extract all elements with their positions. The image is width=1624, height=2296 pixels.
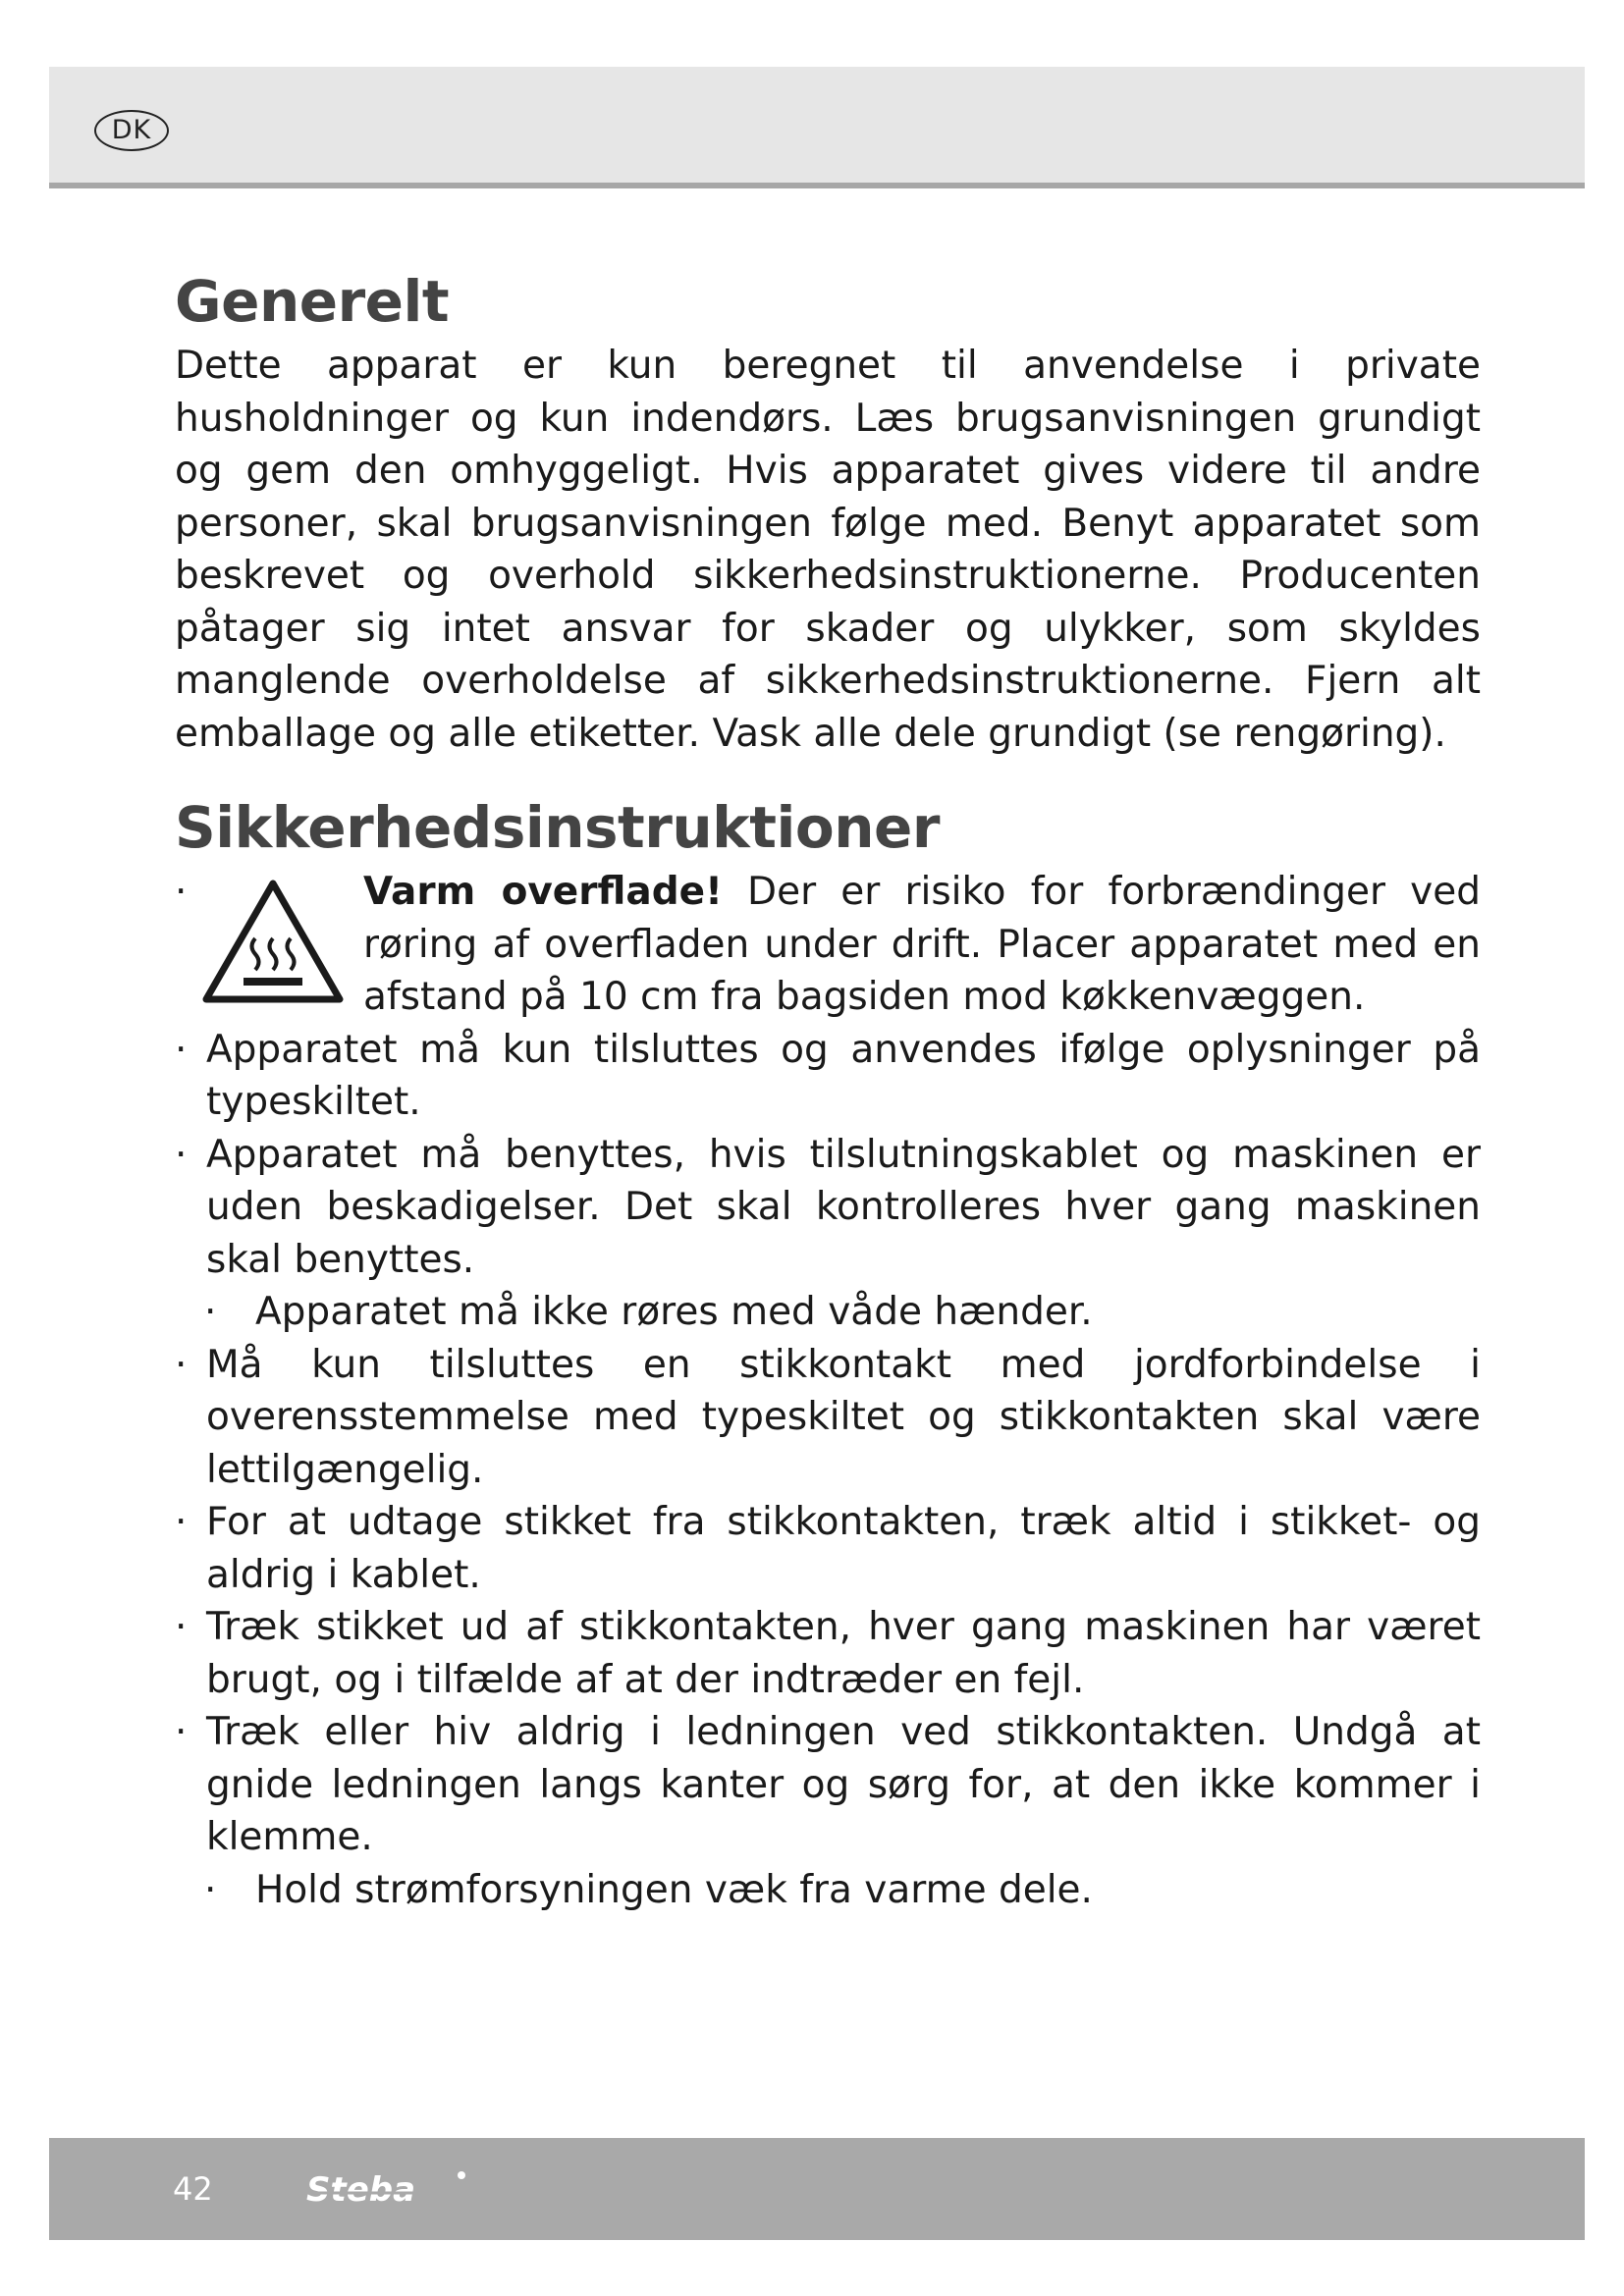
list-item <box>175 1706 1481 1864</box>
bullet: · <box>175 870 188 914</box>
bullet: · <box>175 1342 188 1387</box>
bullet: · <box>204 1867 217 1912</box>
list-item-text: Apparatet må kun tilsluttes og anvendes ifølge oplysninger på typeskiltet. <box>206 1027 1481 1124</box>
bullet: · <box>175 1132 188 1177</box>
list-item <box>175 1024 1481 1129</box>
list-item <box>175 1864 1481 1917</box>
list-item-text: Apparatet må benyttes, hvis tilslutningskablet og maskinen er uden beskadigelser. Det skal kontrolleres hver gang maskinen skal benyttes. <box>206 1132 1481 1282</box>
list-item-text: For at udtage stikket fra stikkontakten, træk altid i stikket- og aldrig i kablet. <box>206 1500 1481 1597</box>
list-item <box>175 1601 1481 1706</box>
list-item-text: Hold strømforsyningen væk fra varme dele. <box>255 1867 1093 1912</box>
hot-surface-warning-icon <box>200 878 346 1005</box>
brand-logo <box>306 2165 473 2213</box>
safety-list <box>175 866 1481 1916</box>
page-number: 42 <box>173 2170 213 2208</box>
list-item <box>175 1339 1481 1497</box>
bullet: · <box>175 1605 188 1649</box>
bullet: · <box>175 1710 188 1754</box>
general-paragraph: Dette apparat er kun beregnet til anvendelse i private husholdninger og kun indendørs. Læs brugsanvisningen grundigt og gem den omhyggeligt. Hvis apparatet gives videre til andre personer, skal brugsanvisningen følge med. Benyt apparatet som beskrevet og overhold sikkerhedsinstruktionerne. Producenten påtager sig intet ansvar for skader og ulykker, som skyldes manglende overholdelse af sikkerhedsinstruktionerne. Fjern alt emballage og alle etiketter. Vask alle dele grundigt (se rengøring). <box>175 344 1481 756</box>
list-item-text: Må kun tilsluttes en stikkontakt med jordforbindelse i overensstemmelse med typeskiltet og stikkontakten skal være lettilgængelig. <box>206 1342 1481 1492</box>
footer-band <box>49 2138 1585 2240</box>
header-band <box>49 67 1585 188</box>
list-item <box>175 1496 1481 1601</box>
bullet: · <box>204 1290 217 1334</box>
list-item-text: Træk stikket ud af stikkontakten, hver gang maskinen har været brugt, og i tilfælde af at der indtræder en fejl. <box>206 1605 1481 1702</box>
bullet: · <box>175 1027 188 1072</box>
brand-logo-text: Steba <box>306 2170 416 2210</box>
list-item-text: Træk eller hiv aldrig i ledningen ved stikkontakten. Undgå at gnide ledningen langs kanter og sørg for, at den ikke kommer i klemme. <box>206 1710 1481 1859</box>
warning-text: Der er risiko for forbrændinger ved røring af overfladen under drift. Placer apparatet med en afstand på 10 cm fra bagsiden mod køkkenvæggen. <box>363 870 1481 1019</box>
language-badge: DK <box>94 110 169 151</box>
list-item <box>175 1129 1481 1287</box>
list-item-text: Apparatet må ikke røres med våde hænder. <box>255 1290 1093 1334</box>
section-title-safety: Sikkerhedsinstruktioner <box>175 794 940 861</box>
warning-title: Varm overflade! <box>363 870 723 914</box>
page-content <box>175 263 1481 1916</box>
section-title-general: Generelt <box>175 268 450 335</box>
list-item-warning <box>175 866 1481 1024</box>
list-item <box>175 1286 1481 1339</box>
bullet: · <box>175 1500 188 1544</box>
